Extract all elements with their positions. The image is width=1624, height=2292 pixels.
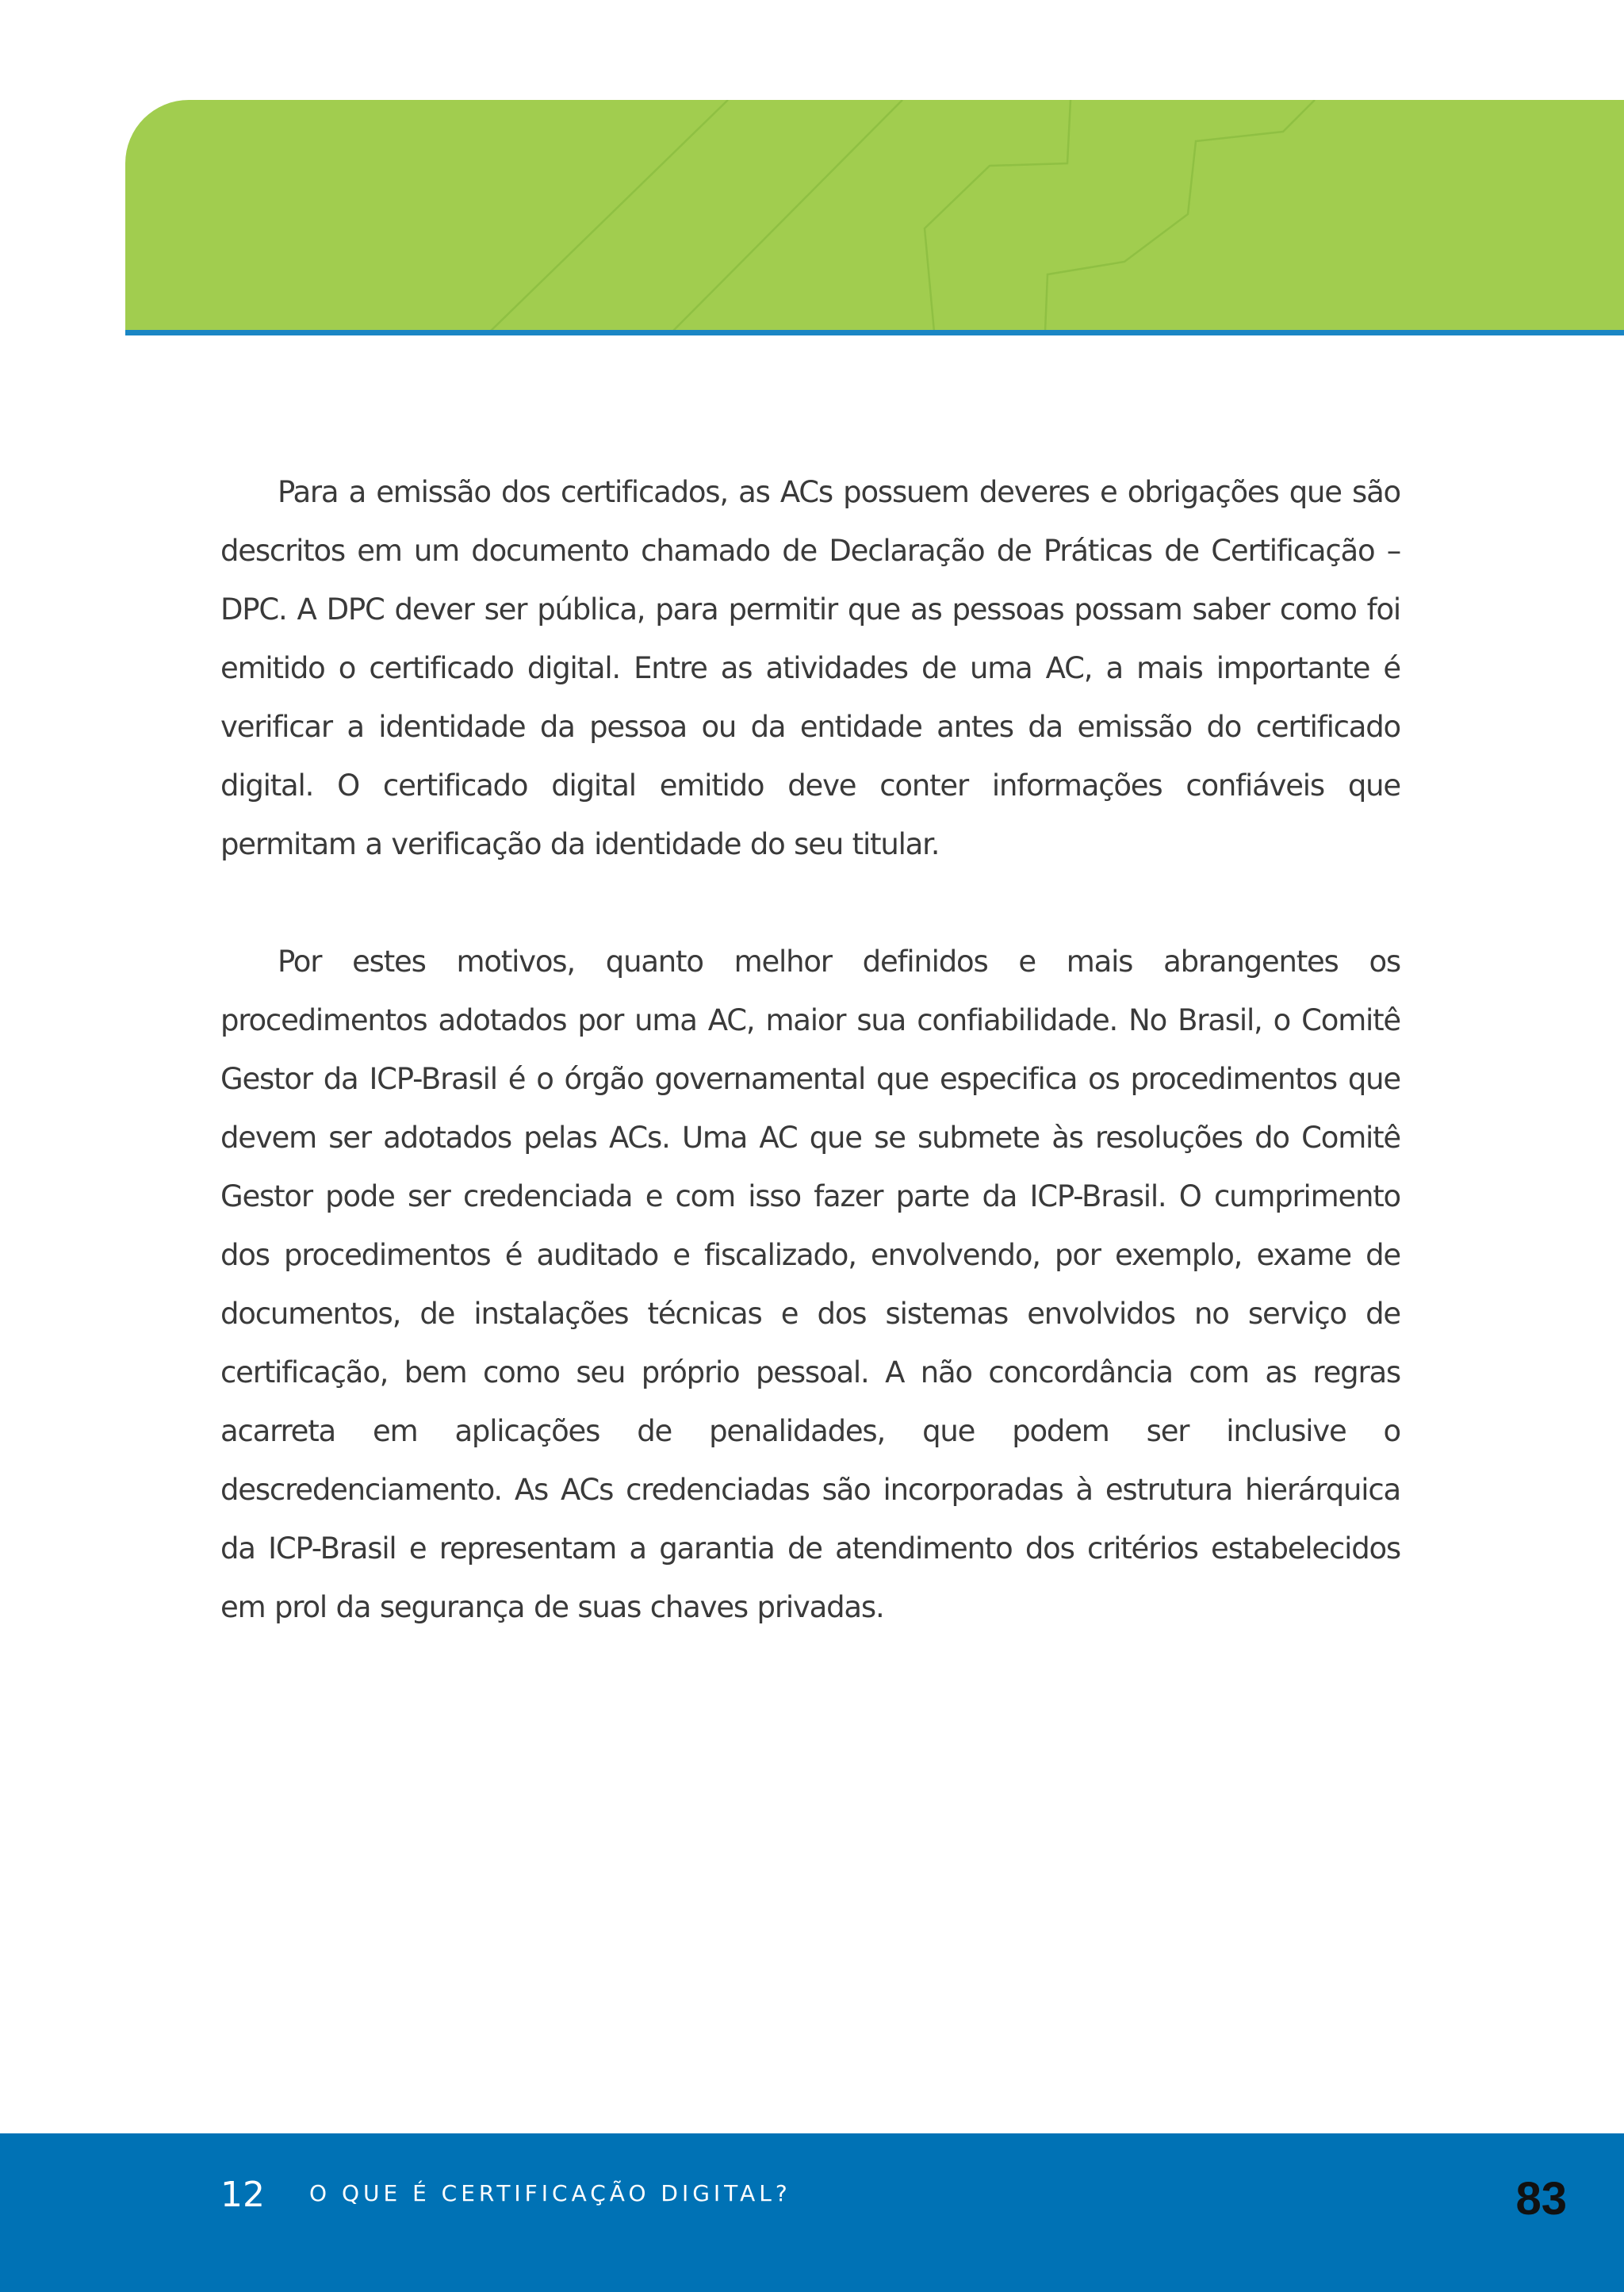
header-banner — [125, 100, 1624, 332]
header-decorative-lines — [125, 100, 1624, 332]
header-divider — [125, 330, 1624, 335]
footer-chapter-number: 12 — [220, 2175, 265, 2215]
paragraph: Por estes motivos, quanto melhor definidos e mais abrangentes os procedimentos adotados por uma AC, maior sua confiabilidade. No Brasil, o Comitê Gestor da ICP-Brasil é o órgão governamental que especifica os procedimentos que devem ser adotados pelas ACs. Uma AC que se submete às resoluções do Comitê Gestor pode ser credenciada e com isso fazer parte da ICP-Brasil. O cumprimento dos procedimentos é auditado e fiscalizado, envolvendo, por exemplo, exame de documentos, de instalações técnicas e dos sistemas envolvidos no serviço de certificação, bem como seu próprio pessoal. A não concordância com as regras acarreta em aplicações de penalidades, que podem ser inclusive o descredenciamento. As ACs credenciadas são incorporadas à estrutura hierárquica da ICP-Brasil e representam a garantia de atendimento dos critérios estabelecidos em prol da segurança de suas chaves privadas. — [220, 945, 1400, 1624]
footer-chapter-title: O QUE É CERTIFICAÇÃO DIGITAL? — [309, 2180, 791, 2206]
body-text — [220, 463, 1400, 1637]
paragraph: Para a emissão dos certificados, as ACs possuem deveres e obrigações que são descritos em um documento chamado de Declaração de Práticas de Certificação – DPC. A DPC dever ser pública, para permitir que as pessoas possam saber como foi emitido o certificado digital. Entre as atividades de uma AC, a mais importante é verificar a identidade da pessoa ou da entidade antes da emissão do certificado digital. O certificado digital emitido deve conter informações confiáveis que permitam a verificação da identidade do seu titular. — [220, 475, 1400, 861]
page-number: 83 — [1515, 2173, 1567, 2225]
